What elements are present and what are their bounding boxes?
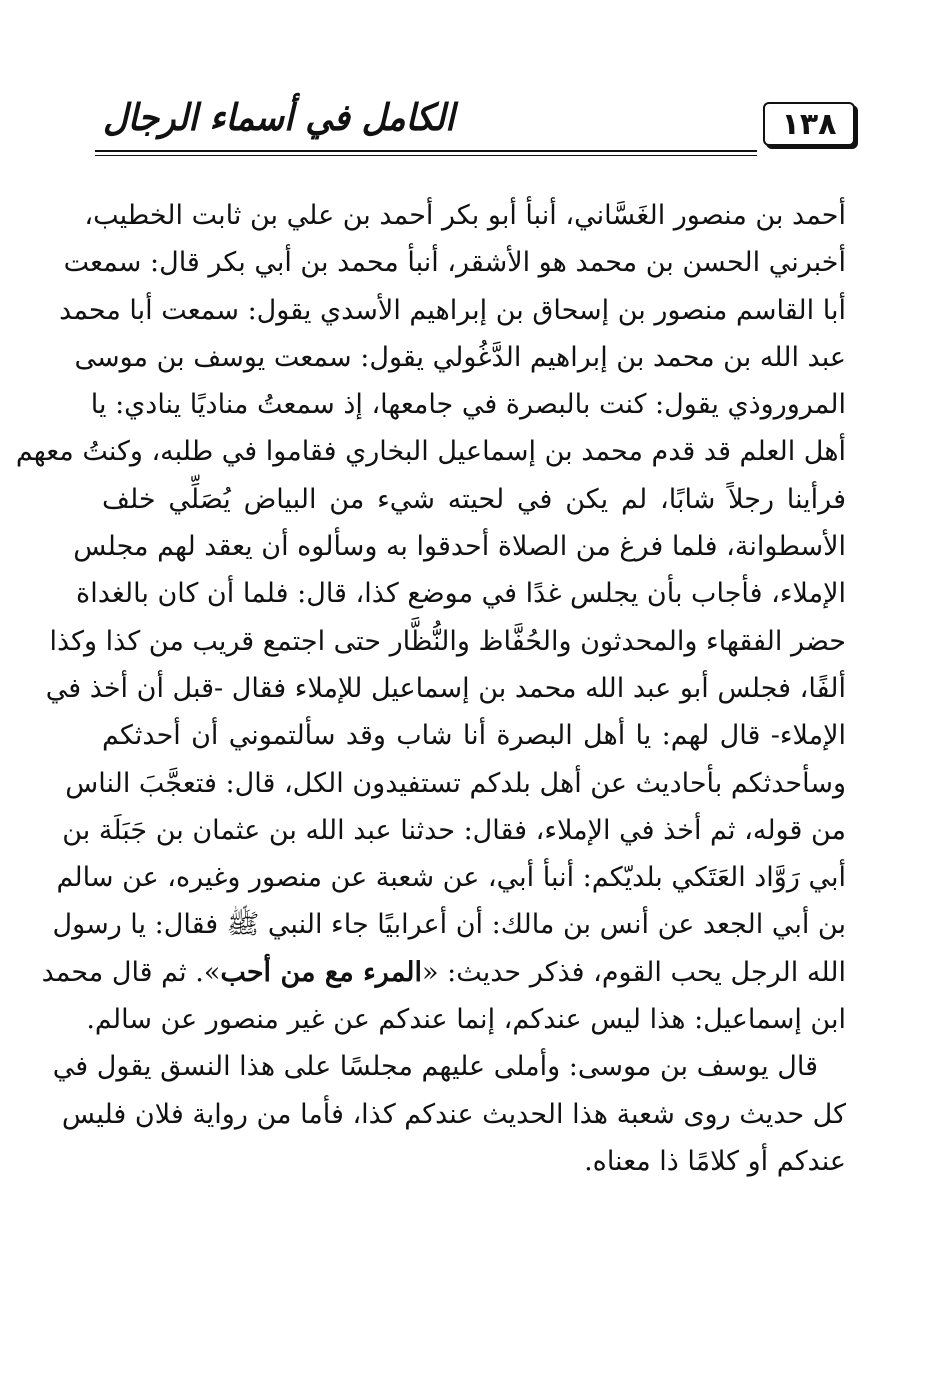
text-line: الأسطوانة، فلما فرغ من الصلاة أحدقوا به وسألوه أن يعقد لهم مجلس (73, 531, 846, 563)
text-line: ألفًا، فجلس أبو عبد الله محمد بن إسماعيل للإملاء فقال -قبل أن أخذ في (45, 672, 846, 704)
text-line: فرأينا رجلاً شابًا، لم يكن في لحيته شيء من البياض يُصَلِّي خلف (102, 483, 846, 515)
text-line: عبد الله بن محمد بن إبراهيم الدَّغُولي يقول: سمعت يوسف بن موسى (74, 341, 846, 373)
text-line: أبي رَوَّاد العَتَكي بلديّكم: أنبأ أبي، عن شعبة عن منصور وغيره، عن سالم (56, 862, 846, 894)
text-line: أحمد بن منصور الغَسَّاني، أنبأ أبو بكر أحمد بن علي بن ثابت الخطيب، (84, 200, 846, 231)
text-line: قال يوسف بن موسى: وأملى عليهم مجلسًا على هذا النسق يقول في (52, 1051, 818, 1083)
text-line: حضر الفقهاء والمحدثون والحُفَّاظ والنُّظَّار حتى اجتمع قريب من كذا وكذا (49, 625, 846, 657)
text-line: أهل العلم قد قدم محمد بن إسماعيل البخاري فقاموا في طلبه، وكنتُ معهم (15, 436, 846, 468)
header-rule (95, 150, 757, 152)
text-line: أبا القاسم منصور بن إسحاق بن إبراهيم الأسدي يقول: سمعت أبا محمد (59, 294, 846, 326)
header-rule-thin (95, 155, 757, 156)
page-header (95, 92, 855, 162)
main-text (15, 192, 846, 1185)
text-line: الإملاء، فأجاب بأن يجلس غدًا في موضع كذا، قال: فلما أن كان بالغداة (76, 578, 846, 610)
text-line: وسأحدثكم بأحاديث عن أهل بلدكم تستفيدون الكل، قال: فتعجَّبَ الناس (65, 767, 846, 799)
text-line: من قوله، ثم أخذ في الإملاء، فقال: حدثنا عبد الله بن عثمان بن جَبَلَة بن (62, 814, 846, 846)
text-line: ابن إسماعيل: هذا ليس عندكم، إنما عندكم عن غير منصور عن سالم. (86, 1004, 846, 1036)
running-title: الكامل في أسماء الرجال (103, 96, 455, 140)
text-line: أخبرني الحسن بن محمد هو الأشقر، أنبأ محمد بن أبي بكر قال: سمعت (63, 247, 846, 279)
hadith-quote: المرء مع من أحب (220, 956, 423, 988)
text-line: عندكم أو كلامًا ذا معناه. (584, 1145, 846, 1177)
text-line: الإملاء- قال لهم: يا أهل البصرة أنا شاب وقد سألتموني أن أحدثكم (102, 720, 846, 752)
text-line: بن أبي الجعد عن أنس بن مالك: أن أعرابيًا جاء النبي ﷺ فقال: يا رسول (52, 909, 846, 941)
page-number: ١٣٨ (763, 102, 855, 146)
text-after-hadith: ». ثم قال محمد (41, 956, 221, 988)
text-line-with-hadith (41, 949, 846, 996)
text-line: المروروذي يقول: كنت بالبصرة في جامعها، إذ سمعتُ مناديًا ينادي: يا (90, 389, 846, 421)
text-before-hadith: الله الرجل يحب القوم، فذكر حديث: « (422, 956, 846, 988)
text-line: كل حديث روى شعبة هذا الحديث عندكم كذا، فأما من رواية فلان فليس (61, 1098, 846, 1130)
